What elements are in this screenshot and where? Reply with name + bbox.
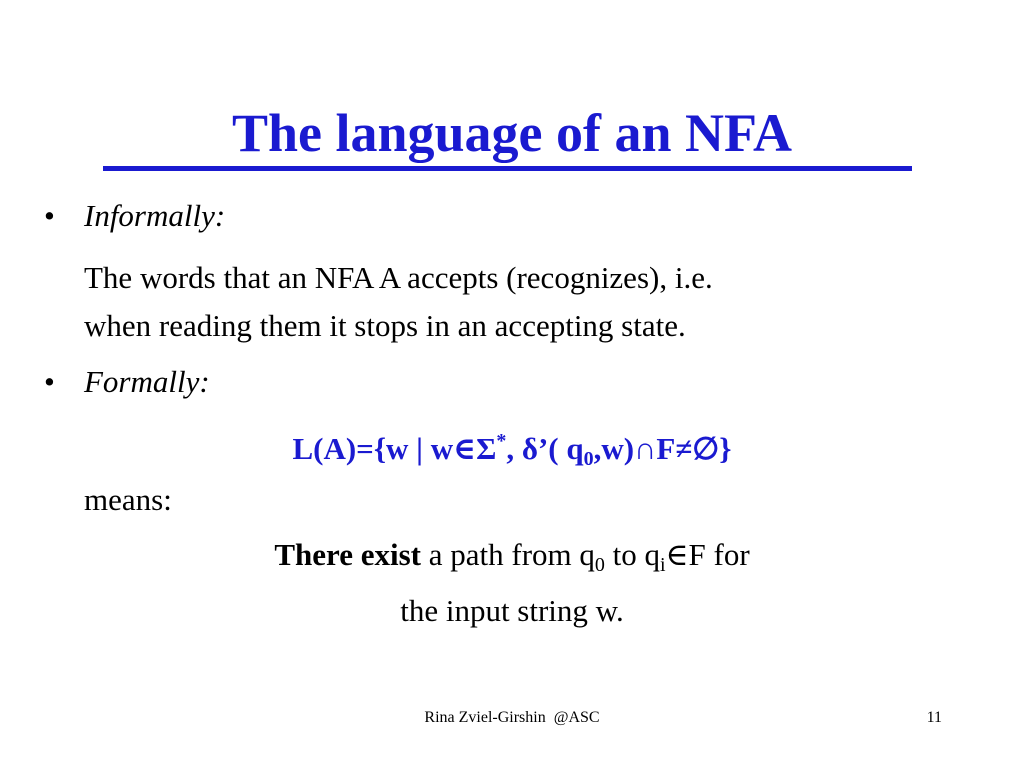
title-underline — [103, 166, 912, 171]
path-text-3: ∈F for — [665, 537, 750, 572]
path-text-1: a path from q — [420, 537, 595, 572]
path-subscript-0: 0 — [594, 554, 605, 576]
bullet-informally — [44, 197, 225, 235]
formula-subscript-0: 0 — [583, 448, 594, 470]
bullet-informally-label: Informally: — [84, 198, 226, 233]
informal-description-line-2: when reading them it stops in an accepting state. — [84, 308, 686, 343]
means-label: means: — [84, 482, 172, 517]
input-string-line: the input string w. — [400, 593, 624, 628]
path-text-2: to q — [604, 537, 660, 572]
formula-part-3: ,w)∩F≠∅} — [593, 431, 732, 466]
page-number: 11 — [926, 709, 942, 726]
there-exist-emphasis: There exist — [274, 537, 421, 572]
bullet-dot-icon: • — [44, 364, 55, 399]
bullet-formally — [44, 363, 210, 401]
formula-part-2: , δ’( q — [506, 431, 584, 466]
bullet-dot-icon: • — [44, 198, 55, 233]
path-subscript-i: i — [660, 554, 666, 576]
slide-title: The language of an NFA — [231, 103, 793, 163]
bullet-formally-label: Formally: — [84, 364, 210, 399]
formula-part-1: L(A)={w | w∈Σ — [292, 431, 497, 466]
formula-star: * — [496, 430, 507, 452]
language-formula — [0, 422, 1024, 478]
footer-author: Rina Zviel-Girshin @ASC — [424, 709, 600, 726]
path-description — [0, 536, 1024, 584]
informal-description-line-1: The words that an NFA A accepts (recognizes), i.e. — [84, 260, 713, 295]
